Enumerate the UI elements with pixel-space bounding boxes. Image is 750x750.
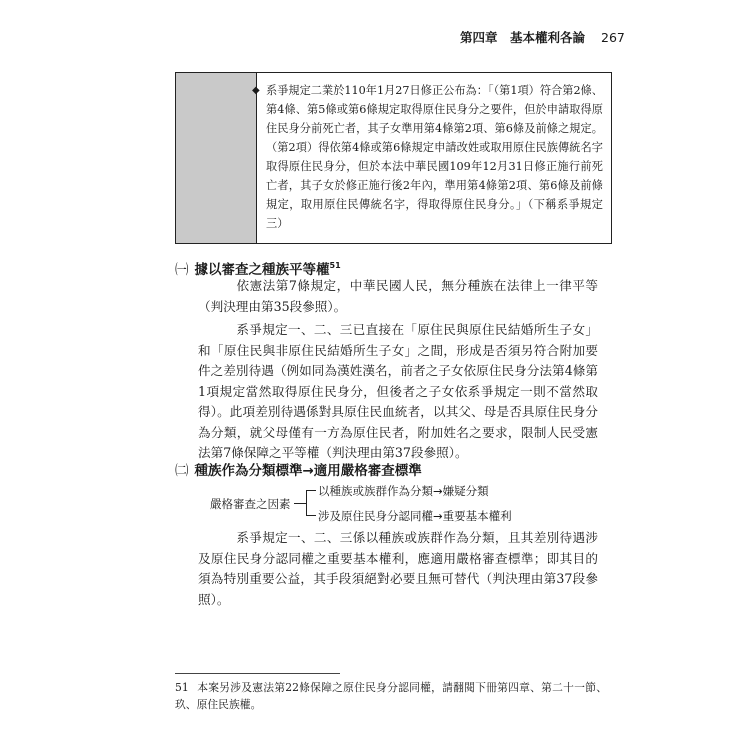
paragraph-text: 系爭規定一、二、三已直接在「原住民與原住民結婚所生子女」和「原住民與非原住民結婚所生子女」之間，形成是否須另符合附加要件之差別待遇（例如同為漢姓漢名，前者之子女依原住民身分法第4條第1項規定當然取得原住民身分，但後者之子女依系爭規定一則不當然取得）。此項差別待遇係對具原住民血統者，以其父、母是否具原住民身分為分類，就父母僅有一方為原住民者，附加姓名之要求，限制人民受憲法第7條保障之平等權（判決理由第37段參照）。 bbox=[198, 322, 598, 460]
paragraph-text: 依憲法第7條規定，中華民國人民，無分種族在法律上一律平等（判決理由第35段參照）。 bbox=[198, 278, 598, 314]
footnote-number: 51 bbox=[175, 681, 189, 694]
section-title: 種族作為分類標準→適用嚴格審查標準 bbox=[194, 463, 422, 479]
paragraph-text: 系爭規定一、二、三係以種族或族群作為分類，且其差別待遇涉及原住民身分認同權之重要基本權利，應適用嚴格審查標準；即其目的須為特別重要公益，其手段須絕對必要且無可替代（判決理由第37段參照）。 bbox=[198, 530, 598, 607]
footnote-ref: 51 bbox=[329, 261, 341, 270]
box-content bbox=[252, 81, 603, 233]
diagram-branch-fundamental-right: 涉及原住民身分認同權→重要基本權利 bbox=[318, 509, 512, 523]
diagram-root: 嚴格審查之因素 bbox=[210, 497, 291, 511]
footnote-text: 本案另涉及憲法第22條保障之原住民身分認同權，請翻閱下冊第四章、第二十一節、玖、原住民族權。 bbox=[175, 681, 607, 711]
box-text: 系爭規定二業於110年1月27日修正公布為：「（第1項）符合第2條、第4條、第5條或第6條規定取得原住民身分之要件，但於申請取得原住民身分前死亡者，其子女準用第4條第2項、第6條及前條之規定。（第2項）得依第4條或第6條規定申請改姓或取用原住民族傳統名字取得原住民身分，但於本法中華民國109年12月31日修正施行前死亡者，其子女於修正施行後2年內，準用第4條第2項、第6條及前條規定，取用原住民傳統名字，得取得原住民身分。」（下稱系爭規定三） bbox=[266, 84, 603, 230]
footnote bbox=[175, 679, 607, 713]
section-heading-2 bbox=[175, 459, 422, 479]
diagram-bracket bbox=[306, 490, 307, 516]
amendment-box bbox=[175, 72, 612, 244]
footnote-divider bbox=[175, 673, 340, 674]
diagram-connector bbox=[306, 515, 316, 516]
section-heading-1 bbox=[175, 258, 341, 278]
paragraph-strict-scrutiny bbox=[198, 528, 598, 610]
diamond-bullet-icon: ◆ bbox=[252, 85, 260, 96]
paragraph-equality bbox=[198, 276, 598, 317]
section-title: 據以審查之種族平等權 bbox=[194, 262, 330, 278]
page-number: 267 bbox=[601, 30, 625, 45]
section-number: ㈡ bbox=[175, 463, 189, 479]
chapter-title: 第四章 基本權利各論 bbox=[460, 30, 586, 45]
strict-scrutiny-diagram bbox=[210, 480, 540, 528]
diagram-branch-suspect-class: 以種族或族群作為分類→嫌疑分類 bbox=[318, 484, 489, 498]
section-number: ㈠ bbox=[175, 262, 189, 278]
diagram-connector bbox=[306, 490, 316, 491]
paragraph-differential-treatment bbox=[198, 320, 598, 464]
running-header bbox=[460, 28, 625, 46]
diagram-connector bbox=[294, 503, 306, 504]
box-shaded-margin bbox=[176, 73, 257, 243]
